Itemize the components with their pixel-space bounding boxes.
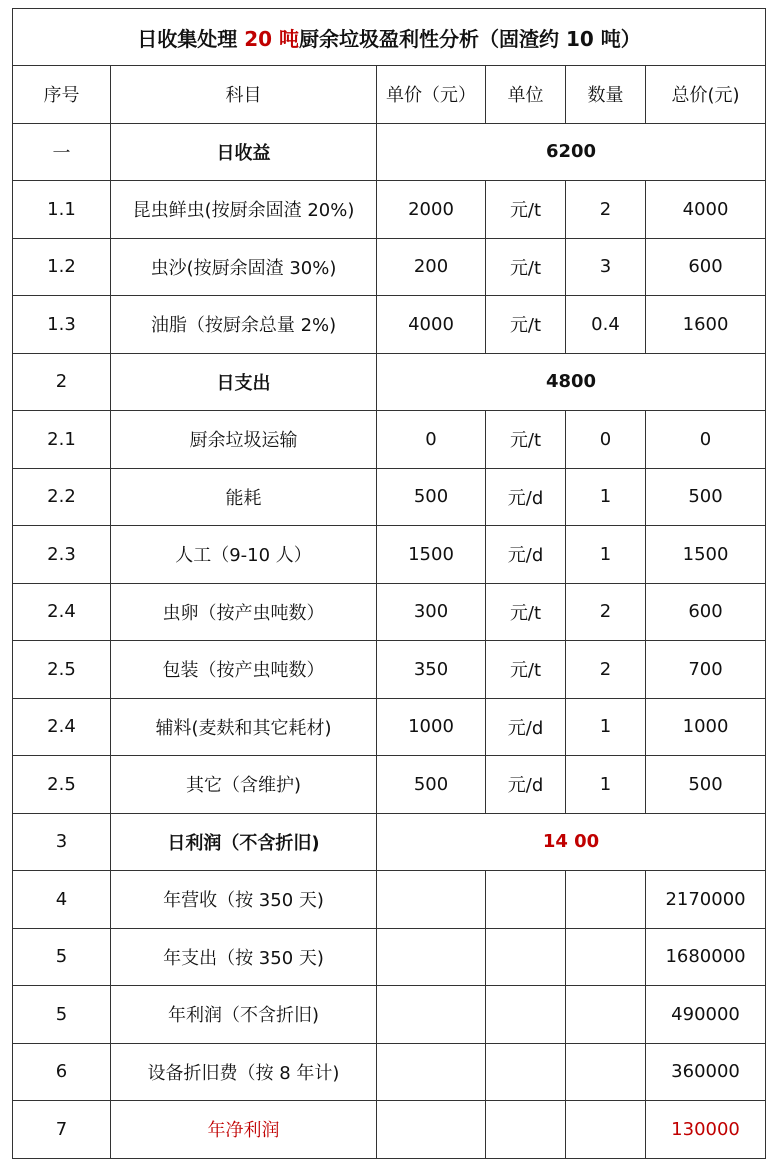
row-price — [377, 871, 486, 929]
row-no: 1.3 — [13, 296, 111, 354]
row-total: 700 — [646, 641, 766, 699]
row-qty: 1 — [566, 698, 646, 756]
row-qty: 2 — [566, 583, 646, 641]
title-suffix: 厨余垃圾盈利性分析（固渣约 10 吨） — [299, 26, 641, 51]
row-unit: 元/d — [486, 468, 566, 526]
row-qty — [566, 1043, 646, 1101]
row-price: 350 — [377, 641, 486, 699]
row-qty — [566, 871, 646, 929]
row-no: 2.2 — [13, 468, 111, 526]
expense-total: 4800 — [377, 353, 766, 411]
row-unit: 元/t — [486, 181, 566, 239]
row-qty: 0.4 — [566, 296, 646, 354]
row-no: 2.3 — [13, 526, 111, 584]
row-qty: 3 — [566, 238, 646, 296]
row-price — [377, 1101, 486, 1159]
row-unit — [486, 928, 566, 986]
row-unit — [486, 1101, 566, 1159]
row-price — [377, 1043, 486, 1101]
table-row — [13, 1043, 766, 1101]
table-row — [13, 296, 766, 354]
row-item: 油脂（按厨余总量 2%) — [111, 296, 377, 354]
row-total: 1600 — [646, 296, 766, 354]
row-price: 1000 — [377, 698, 486, 756]
header-item: 科目 — [111, 66, 377, 124]
row-price: 500 — [377, 468, 486, 526]
row-price — [377, 928, 486, 986]
row-no: 6 — [13, 1043, 111, 1101]
profit-no: 3 — [13, 813, 111, 871]
row-unit: 元/d — [486, 526, 566, 584]
title-highlight: 20 吨 — [244, 26, 300, 51]
row-qty: 2 — [566, 181, 646, 239]
row-total: 0 — [646, 411, 766, 469]
row-qty — [566, 1101, 646, 1159]
row-qty: 1 — [566, 468, 646, 526]
row-unit: 元/t — [486, 238, 566, 296]
row-qty: 1 — [566, 756, 646, 814]
row-total: 360000 — [646, 1043, 766, 1101]
row-unit — [486, 986, 566, 1044]
table-row — [13, 411, 766, 469]
revenue-total: 6200 — [377, 123, 766, 181]
profit-total: 14 00 — [377, 813, 766, 871]
row-no: 2.4 — [13, 583, 111, 641]
profit-section-row — [13, 813, 766, 871]
profit-analysis-sheet — [12, 8, 766, 1159]
row-total: 1500 — [646, 526, 766, 584]
row-qty: 0 — [566, 411, 646, 469]
table-row — [13, 468, 766, 526]
revenue-label: 日收益 — [111, 123, 377, 181]
table-row — [13, 928, 766, 986]
table-row — [13, 526, 766, 584]
row-no: 5 — [13, 986, 111, 1044]
row-qty — [566, 928, 646, 986]
revenue-no: 一 — [13, 123, 111, 181]
row-no: 4 — [13, 871, 111, 929]
row-qty — [566, 986, 646, 1044]
row-item: 辅料(麦麸和其它耗材) — [111, 698, 377, 756]
row-unit: 元/t — [486, 641, 566, 699]
table-row — [13, 698, 766, 756]
row-item: 其它（含维护) — [111, 756, 377, 814]
header-unit: 单位 — [486, 66, 566, 124]
row-no: 2.1 — [13, 411, 111, 469]
row-no: 5 — [13, 928, 111, 986]
row-qty: 2 — [566, 641, 646, 699]
row-price: 4000 — [377, 296, 486, 354]
net-profit-row — [13, 1101, 766, 1159]
row-price: 500 — [377, 756, 486, 814]
row-item: 厨余垃圾运输 — [111, 411, 377, 469]
row-total: 490000 — [646, 986, 766, 1044]
row-no: 1.1 — [13, 181, 111, 239]
header-qty: 数量 — [566, 66, 646, 124]
row-total: 1680000 — [646, 928, 766, 986]
row-total: 600 — [646, 583, 766, 641]
table-row — [13, 238, 766, 296]
profit-label: 日利润（不含折旧) — [111, 813, 377, 871]
row-item: 虫沙(按厨余固渣 30%) — [111, 238, 377, 296]
row-no: 2.5 — [13, 756, 111, 814]
table-row — [13, 986, 766, 1044]
table-row — [13, 641, 766, 699]
row-no: 1.2 — [13, 238, 111, 296]
row-total: 1000 — [646, 698, 766, 756]
row-item: 年营收（按 350 天) — [111, 871, 377, 929]
table-row — [13, 756, 766, 814]
net-no: 7 — [13, 1101, 111, 1159]
expense-no: 2 — [13, 353, 111, 411]
expense-section-row — [13, 353, 766, 411]
row-price: 300 — [377, 583, 486, 641]
header-no: 序号 — [13, 66, 111, 124]
row-unit: 元/t — [486, 411, 566, 469]
title-prefix: 日收集处理 — [137, 26, 245, 51]
row-price: 0 — [377, 411, 486, 469]
table-row — [13, 871, 766, 929]
row-total: 2170000 — [646, 871, 766, 929]
row-unit: 元/t — [486, 583, 566, 641]
row-item: 设备折旧费（按 8 年计) — [111, 1043, 377, 1101]
row-price: 2000 — [377, 181, 486, 239]
profit-analysis-table — [12, 8, 766, 1159]
row-item: 能耗 — [111, 468, 377, 526]
revenue-section-row — [13, 123, 766, 181]
net-total: 130000 — [646, 1101, 766, 1159]
row-total: 500 — [646, 756, 766, 814]
net-item: 年净利润 — [111, 1101, 377, 1159]
row-item: 虫卵（按产虫吨数） — [111, 583, 377, 641]
row-no: 2.4 — [13, 698, 111, 756]
row-no: 2.5 — [13, 641, 111, 699]
expense-label: 日支出 — [111, 353, 377, 411]
table-row — [13, 181, 766, 239]
title-row — [13, 9, 766, 66]
row-price: 200 — [377, 238, 486, 296]
row-total: 4000 — [646, 181, 766, 239]
row-item: 年支出（按 350 天) — [111, 928, 377, 986]
row-unit: 元/t — [486, 296, 566, 354]
header-row — [13, 66, 766, 124]
header-total: 总价(元) — [646, 66, 766, 124]
row-unit: 元/d — [486, 698, 566, 756]
row-unit — [486, 1043, 566, 1101]
header-price: 单价（元） — [377, 66, 486, 124]
row-price: 1500 — [377, 526, 486, 584]
row-item: 昆虫鲜虫(按厨余固渣 20%) — [111, 181, 377, 239]
row-unit — [486, 871, 566, 929]
row-total: 600 — [646, 238, 766, 296]
row-unit: 元/d — [486, 756, 566, 814]
table-title — [13, 9, 766, 66]
row-item: 年利润（不含折旧) — [111, 986, 377, 1044]
table-row — [13, 583, 766, 641]
row-qty: 1 — [566, 526, 646, 584]
row-item: 包装（按产虫吨数） — [111, 641, 377, 699]
row-price — [377, 986, 486, 1044]
row-item: 人工（9-10 人） — [111, 526, 377, 584]
row-total: 500 — [646, 468, 766, 526]
